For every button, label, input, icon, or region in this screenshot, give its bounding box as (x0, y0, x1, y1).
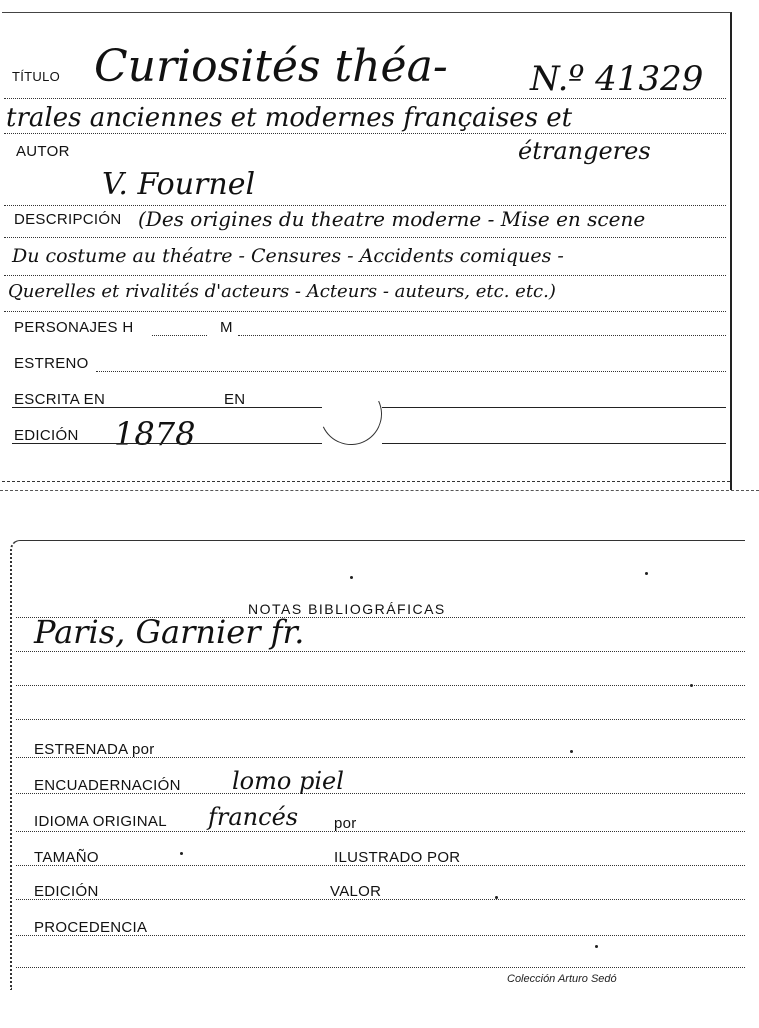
edicion-rule-bottom (16, 899, 745, 900)
notas-rule-2 (16, 651, 745, 652)
escrita-en-rule-left (12, 407, 322, 408)
personajes-m-label: M (220, 319, 233, 336)
descripcion-line3: Querelles et rivalités d'acteurs - Acteurs - auteurs, etc. etc.) (8, 281, 556, 302)
notas-rule-4 (16, 719, 745, 720)
idioma-rule (16, 831, 745, 832)
edicion-label-bottom: EDICIÓN (34, 883, 99, 900)
notas-rule-3 (16, 685, 745, 686)
valor-label: VALOR (330, 883, 382, 900)
speck (595, 945, 598, 948)
encuadernacion-label: ENCUADERNACIÓN (34, 777, 181, 794)
autor-value: V. Fournel (102, 167, 256, 202)
catalog-card-bottom (10, 540, 745, 990)
idioma-value: francés (208, 803, 299, 831)
idioma-label: IDIOMA ORIGINAL (34, 813, 167, 830)
escrita-en-label: ESCRITA EN (14, 391, 106, 408)
card-top-bottom-rule (2, 481, 730, 482)
edicion-rule-right (382, 443, 726, 444)
collection-credit: Colección Arturo Sedó (507, 973, 617, 985)
card-bottom-rule (16, 967, 745, 968)
titulo-value-line2: trales anciennes et modernes françaises et (6, 103, 573, 133)
personajes-label: PERSONAJES H (14, 319, 134, 336)
estrenada-label: ESTRENADA por (34, 741, 155, 758)
descripcion-rule-2 (4, 275, 726, 276)
descripcion-line1: (Des origines du theatre moderne - Mise en scene (138, 207, 646, 231)
personajes-h-rule (152, 335, 207, 336)
titulo-value-line3: étrangeres (518, 137, 651, 165)
notas-value: Paris, Garnier fr. (34, 613, 305, 651)
idioma-por-label: por (334, 815, 357, 832)
catalog-card-top (2, 12, 732, 490)
titulo-value-line1: Curiosités théa- (94, 41, 448, 92)
speck (350, 576, 353, 579)
encuadernacion-rule (16, 793, 745, 794)
punch-hole-mark (311, 374, 390, 453)
notas-heading: NOTAS BIBLIOGRÁFICAS (248, 601, 446, 617)
titulo-rule (4, 98, 726, 99)
estreno-rule (96, 371, 726, 372)
speck (645, 572, 648, 575)
descripcion-line2: Du costume au théatre - Censures - Accidents comiques - (12, 245, 564, 267)
card-separator (0, 490, 759, 491)
edicion-label: EDICIÓN (14, 427, 79, 444)
speck (570, 750, 573, 753)
procedencia-label: PROCEDENCIA (34, 919, 148, 936)
escrita-en-rule-right (382, 407, 726, 408)
descripcion-label: DESCRIPCIÓN (14, 211, 122, 228)
procedencia-rule (16, 935, 745, 936)
autor-label: AUTOR (16, 143, 70, 160)
titulo-rule-2 (4, 133, 726, 134)
ilustrado-label: ILUSTRADO POR (334, 849, 461, 866)
descripcion-rule-1 (4, 237, 726, 238)
descripcion-rule-3 (4, 311, 726, 312)
tamano-label: TAMAÑO (34, 849, 99, 866)
estrenada-rule (16, 757, 745, 758)
number-mark: N.º 41329 (530, 59, 704, 99)
estreno-label: ESTRENO (14, 355, 89, 372)
edicion-rule-left (12, 443, 322, 444)
escrita-en2-label: EN (224, 391, 246, 408)
personajes-m-rule (238, 335, 726, 336)
speck (180, 852, 183, 855)
encuadernacion-value: lomo piel (232, 767, 344, 795)
tamano-rule (16, 865, 745, 866)
notas-rule-1 (16, 617, 745, 618)
autor-rule (4, 205, 726, 206)
speck (690, 684, 693, 687)
speck (495, 896, 498, 899)
titulo-label: TÍTULO (12, 69, 61, 84)
edicion-value: 1878 (114, 415, 196, 453)
